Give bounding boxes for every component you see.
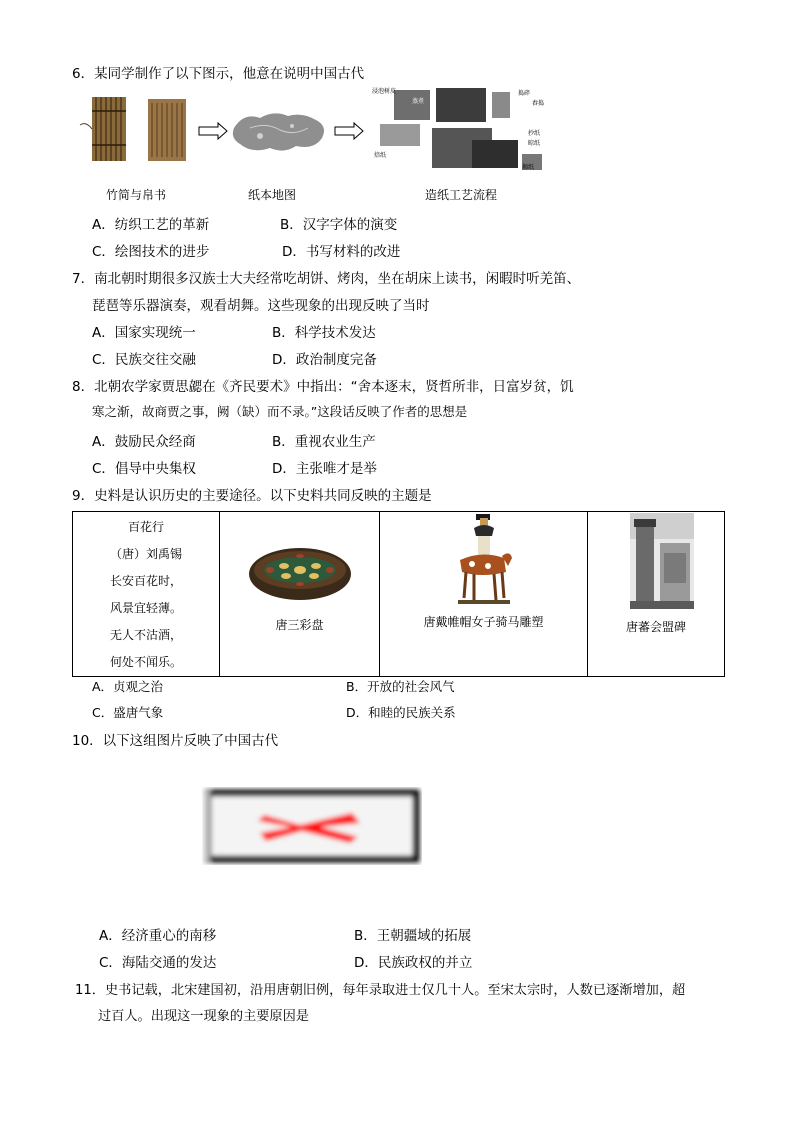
- caption-tricolor-plate: 唐三彩盘: [275, 618, 324, 632]
- caption-bamboo-silk: 竹简与帛书: [106, 188, 167, 202]
- female-rider-sculpture-image: [452, 514, 514, 606]
- plate-cell: [220, 512, 380, 677]
- broken-image-placeholder: [202, 787, 422, 865]
- q7-option-d[interactable]: D．政治制度完备: [272, 352, 377, 368]
- stele-cell: [588, 512, 725, 677]
- q7-option-a[interactable]: A．国家实现统一: [92, 325, 196, 341]
- caption-paper-map: 纸本地图: [248, 188, 297, 202]
- arrow-icon: [198, 122, 228, 140]
- process-label: 浸泡树皮: [372, 88, 397, 95]
- process-label: 舂捣: [532, 100, 545, 107]
- poem-line: 无人不沽酒，: [109, 628, 182, 642]
- process-label: 揭纸: [522, 164, 535, 171]
- q6-stem: 6．某同学制作了以下图示，他意在说明中国古代: [72, 66, 365, 82]
- q8-option-d[interactable]: D．主张唯才是举: [272, 461, 377, 477]
- poem-line: 风景宜轻薄。: [109, 601, 182, 615]
- q11-stem-line1: 11．史书记载，北宋建国初，沿用唐朝旧例，每年录取进士仅几十人。至宋太宗时，人数已逐渐增加，超: [75, 983, 686, 998]
- poem-cell: [73, 512, 220, 677]
- caption-stele: 唐蕃会盟碑: [625, 620, 686, 634]
- q9-stem: 9．史料是认识历史的主要途径。以下史料共同反映的主题是: [72, 488, 432, 504]
- q9-source-table: [72, 511, 725, 677]
- process-label: 焙纸: [374, 152, 387, 159]
- q6-option-c[interactable]: C．绘图技术的进步: [92, 244, 210, 260]
- q7-stem-line2: 琵琶等乐器演奏，观看胡舞。这些现象的出现反映了当时: [92, 298, 430, 314]
- q11-stem-line2: 过百人。出现这一现象的主要原因是: [98, 1009, 309, 1024]
- arrow-icon: [334, 122, 364, 140]
- q6-option-a[interactable]: A．纺织工艺的革新: [92, 217, 210, 233]
- q6-option-b[interactable]: B．汉字字体的演变: [280, 217, 398, 233]
- q8-stem-line1: 8．北朝农学家贾思勰在《齐民要术》中指出：“舍本逐末，贤哲所非，日富岁贫，饥: [72, 379, 574, 395]
- caption-female-rider: 唐戴帷帽女子骑马雕塑: [423, 615, 544, 629]
- q10-option-b[interactable]: B．王朝疆域的拓展: [354, 928, 472, 944]
- q10-stem: 10．以下这组图片反映了中国古代: [72, 733, 279, 749]
- q10-option-d[interactable]: D．民族政权的并立: [354, 955, 473, 971]
- q7-option-b[interactable]: B．科学技术发达: [272, 325, 376, 341]
- q8-stem-line2: 寒之渐，故商贾之事，阙（缺）而不录。”这段话反映了作者的思想是: [92, 404, 468, 419]
- q8-option-a[interactable]: A．鼓励民众经商: [92, 434, 196, 450]
- papermaking-process-image: [372, 84, 547, 176]
- q10-option-a[interactable]: A．经济重心的南移: [99, 928, 217, 944]
- q9-option-d[interactable]: D．和睦的民族关系: [346, 705, 456, 720]
- q9-option-b[interactable]: B．开放的社会风气: [346, 679, 455, 694]
- process-label: 捣碎: [518, 90, 531, 97]
- q7-stem-line1: 7．南北朝时期很多汉族士大夫经常吃胡饼、烤肉，坐在胡床上读书，闲暇时听羌笛、: [72, 271, 581, 287]
- q10-option-c[interactable]: C．海陆交通的发达: [99, 955, 217, 971]
- tricolor-plate-image: [248, 546, 352, 602]
- poem-author: （唐）刘禹锡: [109, 547, 182, 561]
- caption-papermaking: 造纸工艺流程: [425, 188, 498, 202]
- q8-option-c[interactable]: C．倡导中央集权: [92, 461, 196, 477]
- q8-option-b[interactable]: B．重视农业生产: [272, 434, 376, 450]
- q9-option-c[interactable]: C．盛唐气象: [92, 705, 164, 720]
- process-label: 抄纸: [528, 130, 541, 137]
- poem-title: 百花行: [127, 520, 164, 534]
- process-label: 晾纸: [528, 140, 541, 147]
- q6-option-d[interactable]: D．书写材料的改进: [282, 244, 401, 260]
- poem-line: 长安百花时，: [109, 574, 182, 588]
- poem-line: 何处不闻乐。: [109, 655, 182, 669]
- paper-map-image: [230, 108, 330, 156]
- q9-option-a[interactable]: A．贞观之治: [92, 679, 164, 694]
- process-label: 蒸煮: [412, 98, 425, 105]
- bamboo-silk-image: [78, 95, 190, 169]
- horse-rider-cell: [380, 512, 588, 677]
- tang-tibet-stele-image: [630, 513, 694, 609]
- q7-option-c[interactable]: C．民族交往交融: [92, 352, 196, 368]
